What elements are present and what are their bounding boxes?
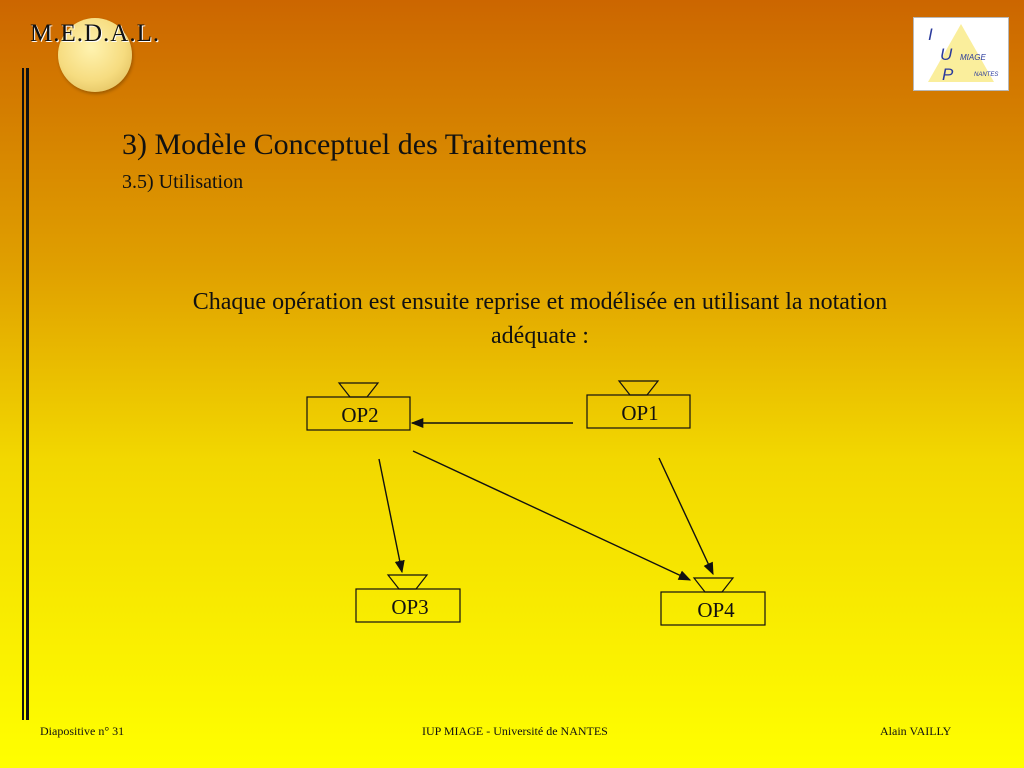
op4-event-trapezoid (694, 578, 733, 592)
operation-op4 (661, 578, 765, 625)
slide-subtitle: 3.5) Utilisation (122, 171, 244, 193)
op4-label: OP4 (697, 598, 735, 622)
op1-event-trapezoid (619, 381, 658, 395)
logo-word-miage: MIAGE (960, 53, 986, 62)
operation-op1 (587, 381, 690, 428)
logo-letter-i: I (928, 25, 933, 44)
arrow-op1-to-op4 (659, 458, 713, 574)
footer-institution: IUP MIAGE - Université de NANTES (422, 724, 608, 738)
logo-letter-u: U (940, 45, 953, 64)
logo-word-nantes: NANTES (974, 72, 999, 78)
op1-label: OP1 (621, 401, 659, 425)
operation-op2 (307, 383, 410, 430)
footer-slide-number: Diapositive n° 31 (40, 724, 125, 738)
op3-label: OP3 (391, 595, 429, 619)
footer-author: Alain VAILLY (880, 724, 952, 738)
op3-event-trapezoid (388, 575, 427, 589)
logo-letter-p: P (942, 65, 954, 84)
arrow-op2-to-op4 (413, 451, 690, 580)
op2-label: OP2 (341, 403, 379, 427)
brand-title: M.E.D.A.L. (30, 20, 161, 47)
arrow-op2-to-op3 (379, 459, 402, 572)
op2-event-trapezoid (339, 383, 378, 397)
intro-text: Chaque opération est ensuite reprise et modélisée en utilisant la notation adéquate : (192, 289, 888, 349)
slide-title: 3) Modèle Conceptuel des Traitements (122, 128, 587, 161)
operation-op3 (356, 575, 460, 622)
